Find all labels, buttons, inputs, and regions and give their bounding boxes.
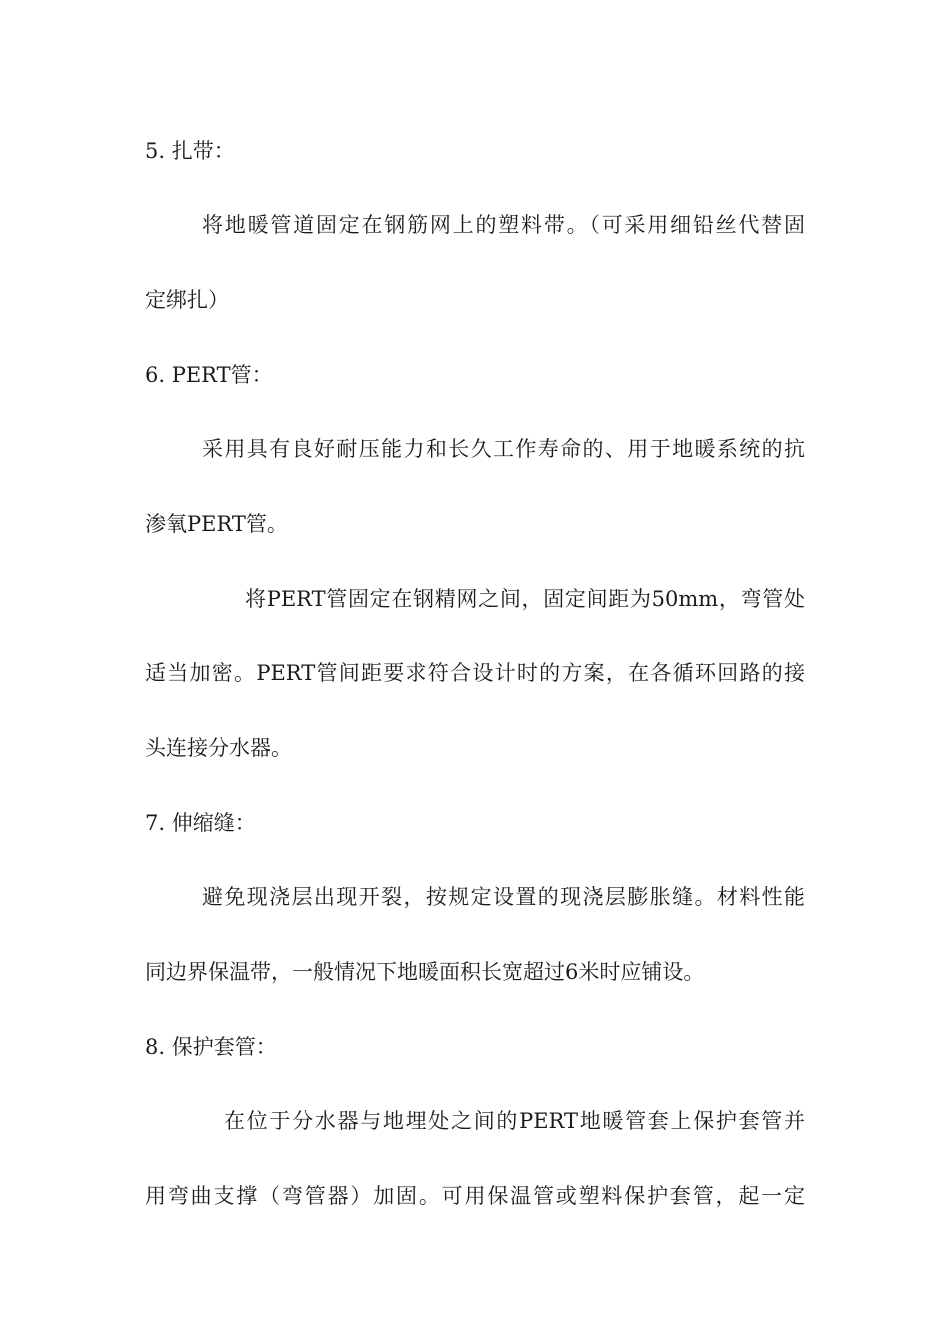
section-6-paragraph2-line-1: 将PERT管固定在钢精网之间，固定间距为50mm，弯管处: [245, 587, 805, 611]
section-5-paragraph-line-1: 将地暖管道固定在钢筋网上的塑料带。（可采用细铅丝代替固: [202, 213, 805, 237]
section-8-paragraph-line-1: 在位于分水器与地埋处之间的PERT地暖管套上保护套管并: [224, 1109, 805, 1133]
section-6-paragraph-line-2: 渗氧PERT管。: [145, 512, 288, 536]
section-6-paragraph2-line-3: 头连接分水器。: [145, 736, 292, 760]
section-8-paragraph-line-2: 用弯曲支撑（弯管器）加固。可用保温管或塑料保护套管，起一定: [145, 1184, 805, 1208]
section-8-heading: 8. 保护套管：: [145, 1035, 277, 1059]
section-6-paragraph-line-1: 采用具有良好耐压能力和长久工作寿命的、用于地暖系统的抗: [202, 437, 805, 461]
section-5-heading: 5. 扎带：: [145, 139, 235, 163]
section-7-paragraph-line-2: 同边界保温带，一般情况下地暖面积长宽超过6米时应铺设。: [145, 960, 705, 984]
section-7-paragraph-line-1: 避免现浇层出现开裂，按规定设置的现浇层膨胀缝。材料性能: [202, 885, 805, 909]
section-6-paragraph2-line-2: 适当加密。PERT管间距要求符合设计时的方案，在各循环回路的接: [145, 661, 805, 685]
section-5-paragraph-line-2: 定绑扎）: [145, 288, 229, 312]
section-6-heading: 6. PERT管：: [145, 363, 273, 387]
section-7-heading: 7. 伸缩缝：: [145, 811, 256, 835]
